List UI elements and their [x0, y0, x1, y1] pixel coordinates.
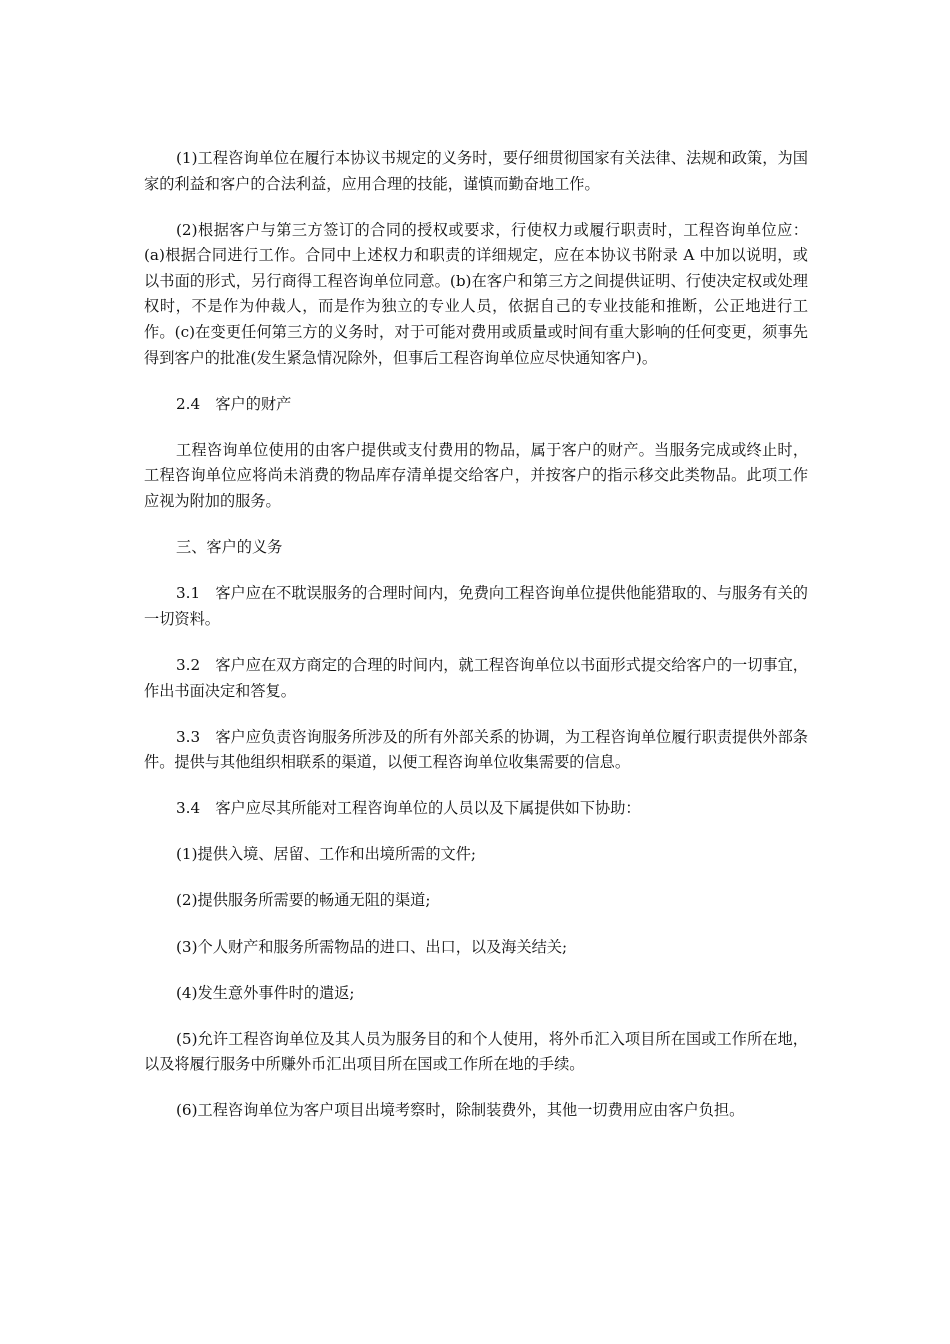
paragraph-client-property: 工程咨询单位使用的由客户提供或支付费用的物品，属于客户的财产。当服务完成或终止时，工程咨询单位应将尚未消费的物品库存清单提交给客户，并按客户的指示移交此类物品。此项工作应视为附加的服务。	[144, 440, 808, 511]
paragraph-3-4: 3.4 客户应尽其所能对工程咨询单位的人员以及下属提供如下协助：	[176, 799, 641, 818]
paragraph-3-2: 3.2 客户应在双方商定的合理的时间内，就工程咨询单位以书面形式提交给客户的一切事宜，作出书面决定和答复。	[144, 655, 808, 700]
list-item-1: (1)提供入境、居留、工作和出境所需的文件;	[176, 845, 477, 864]
list-item-6: (6)工程咨询单位为客户项目出境考察时，除制装费外，其他一切费用应由客户负担。	[176, 1101, 745, 1120]
paragraph-duty-1: (1)工程咨询单位在履行本协议书规定的义务时，要仔细贯彻国家有关法律、法规和政策，为国家的利益和客户的合法利益，应用合理的技能，谨慎而勤奋地工作。	[144, 149, 808, 193]
document-body	[144, 146, 808, 1145]
paragraph-3-3: 3.3 客户应负责咨询服务所涉及的所有外部关系的协调，为工程咨询单位履行职责提供外部条件。提供与其他组织相联系的渠道，以便工程咨询单位收集需要的信息。	[144, 727, 808, 772]
section-heading-2-4: 2.4 客户的财产	[176, 394, 292, 413]
list-item-4: (4)发生意外事件时的遣返;	[176, 983, 355, 1002]
list-item-2: (2)提供服务所需要的畅通无阻的渠道;	[176, 891, 431, 910]
list-item-3: (3)个人财产和服务所需物品的进口、出口，以及海关结关;	[176, 937, 568, 956]
section-heading-client-obligations: 三、客户的义务	[176, 538, 283, 557]
paragraph-3-1: 3.1 客户应在不耽误服务的合理时间内，免费向工程咨询单位提供他能猎取的、与服务有关的一切资料。	[144, 584, 808, 628]
paragraph-duty-2: (2)根据客户与第三方签订的合同的授权或要求，行使权力或履行职责时，工程咨询单位应：(a)根据合同进行工作。合同中上述权力和职责的详细规定，应在本协议书附录 A 中加以说明，或以书面的形式，另行商得工程咨询单位同意。(b)在客户和第三方之间提供证明、行使决定权或处理权时，不是作为仲裁人，而是作为独立的专业人员，依据自己的专业技能和推断，公正地进行工作。(c)在变更任何第三方的义务时，对于可能对费用或质量或时间有重大影响的任何变更，须事先得到客户的批准(发生紧急情况除外，但事后工程咨询单位应尽快通知客户)。	[144, 220, 808, 367]
list-item-5: (5)允许工程咨询单位及其人员为服务目的和个人使用，将外币汇入项目所在国或工作所在地，以及将履行服务中所赚外币汇出项目所在国或工作所在地的手续。	[144, 1029, 808, 1074]
